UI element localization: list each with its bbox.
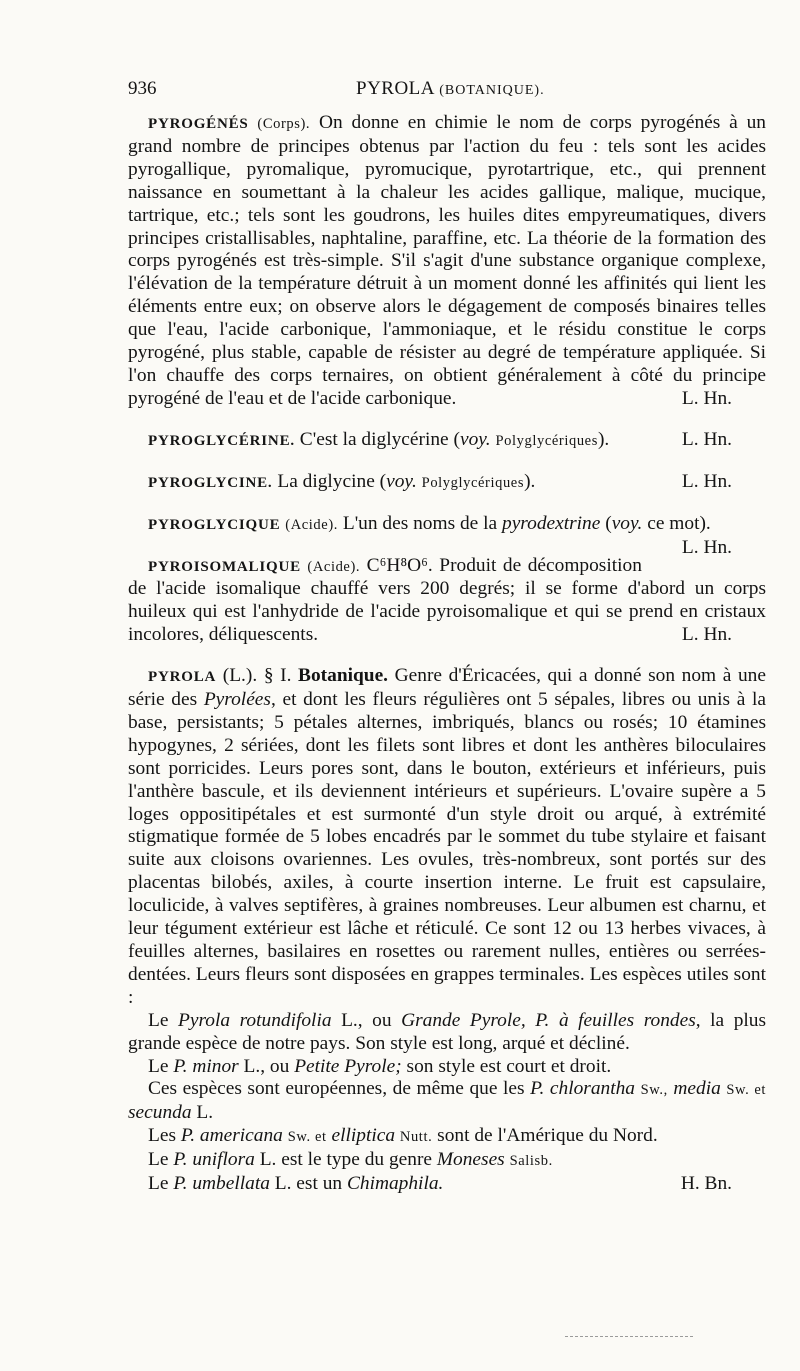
pyrola-description <box>128 665 766 1010</box>
species-name: Pyrola rotundifolia <box>178 1009 332 1031</box>
text: L. <box>196 1102 214 1124</box>
page-number: 936 <box>128 78 157 99</box>
text: Le <box>148 1055 169 1077</box>
entry-body-end: ce mot). <box>647 512 711 534</box>
text: sont de l'Amérique du Nord. <box>437 1125 658 1147</box>
text: Le <box>148 1149 169 1171</box>
species-name: P. chlorantha <box>530 1078 635 1100</box>
entry-body: C'est la diglycérine ( <box>299 428 460 450</box>
author-abbrev: Sw. et <box>287 1129 327 1146</box>
entry-body: Produit de décomposition de l'acide isomalique chauffé vers 200 degrés; il se forme d'abord un corps huileux qui est l'anhydride de l'acide pyroisomalique et qui se prend en cristaux incolores, déliquescents. <box>128 554 766 646</box>
page-header <box>128 78 766 112</box>
entry-pyroisomalique <box>128 555 766 648</box>
entry-body-end: ). <box>524 470 536 492</box>
entry-pyroglycerine <box>128 429 766 453</box>
text: L. est le type du genre <box>259 1149 433 1171</box>
footer-rule <box>565 1336 693 1337</box>
entry-body: L'un des noms de la <box>342 512 498 534</box>
entry-subhead: (Corps). <box>257 116 311 132</box>
text: , la plus grande espèce de notre pays. Son style est long, arqué et décliné. <box>128 1009 767 1054</box>
author-signature: L. Hn. <box>681 624 732 646</box>
entry-term: Pyrolées <box>203 689 271 711</box>
text: Le <box>148 1009 169 1031</box>
entry-body: Genre d'Éricacées, qui a donné son nom à une série des <box>128 665 766 711</box>
running-title <box>356 78 545 100</box>
species-name: media <box>673 1078 721 1100</box>
species-uniflora <box>128 1149 766 1173</box>
text: L., ou <box>243 1055 290 1077</box>
voy-abbrev: voy. <box>611 512 643 534</box>
species-name: P. americana <box>180 1125 283 1147</box>
author-abbrev: Sw., <box>640 1082 668 1099</box>
species-american <box>128 1125 766 1149</box>
species-european <box>128 1078 766 1125</box>
entry-headword: PYROISOMALIQUE <box>148 558 301 575</box>
species-rotundifolia <box>128 1010 766 1056</box>
entry-pyrogenes <box>128 112 766 411</box>
cross-reference: Polyglycériques <box>421 474 525 491</box>
entry-subhead: (Acide). <box>307 558 361 575</box>
running-title-main: PYROLA <box>356 78 434 99</box>
entry-headword: PYROLA <box>148 669 217 686</box>
text: L. est un <box>274 1173 343 1195</box>
dictionary-page <box>128 78 766 1196</box>
entry-headword: PYROGLYCIQUE <box>148 516 281 533</box>
species-umbellata <box>128 1173 766 1196</box>
chemical-formula: C⁶H⁸O⁶. <box>366 554 433 576</box>
genus-name: Chimaphila. <box>346 1173 444 1195</box>
entry-pyrola <box>128 665 766 1196</box>
species-name: P. umbellata <box>173 1173 270 1195</box>
paren-open: ( <box>605 512 612 534</box>
entry-term: pyrodextrine <box>502 512 601 534</box>
voy-abbrev: voy. <box>386 470 417 492</box>
entry-body-end: ). <box>597 428 610 450</box>
text: Ces espèces sont européennes, de même que les <box>148 1078 525 1100</box>
text: son style est court et droit. <box>406 1055 612 1077</box>
text: Les <box>148 1125 176 1147</box>
entry-headword: PYROGÉNÉS <box>148 116 249 132</box>
entry-subhead: (Acide). <box>285 516 338 533</box>
entry-subhead: (L.). <box>222 665 258 687</box>
species-minor <box>128 1056 766 1079</box>
author-signature: L. Hn. <box>681 428 732 450</box>
cross-reference: Polyglycériques <box>495 432 598 449</box>
author-abbrev: Nutt. <box>399 1129 433 1146</box>
species-name: elliptica <box>331 1125 396 1147</box>
entry-pyroglycique <box>128 512 766 558</box>
text: L., ou <box>341 1009 392 1031</box>
species-name: P. uniflora <box>173 1149 255 1171</box>
section-mark: § I. <box>263 665 292 687</box>
common-name: Grande Pyrole, P. à feuilles rondes <box>401 1009 696 1031</box>
entry-pyroglycine <box>128 471 766 495</box>
species-name: secunda <box>128 1102 192 1124</box>
entry-body: On donne en chimie le nom de corps pyrogénés à un grand nombre de principes obtenus par l'action du feu : tels sont les acides pyrogallique, pyromalique, pyromucique, pyrotartrique, etc., qui prennent naissance en soumettant à la chaleur les acides gallique, malique, mucique, tartrique, etc.; tels sont les goudrons, les huiles dites empyreumatiques, divers principes cristallisables, naphtaline, paraffine, etc. La théorie de la formation des corps pyrogénés est très-simple. S'il s'agit d'une substance organique complexe, l'élévation de la température détruit à un moment donné les affinités qui lient les éléments entre eux; on observe alors le dégagement de composés binaires telles que l'eau, l'acide carbonique, l'ammoniaque, et le résidu constitue le corps pyrogéné, plus stable, capable de résister au degré de température appliquée. Si l'on chauffe des corps ternaires, on obtient généralement à côté du principe pyrogéné de l'eau et de l'acide carbonique. <box>128 112 766 409</box>
voy-abbrev: voy. <box>459 428 491 450</box>
entry-headword: PYROGLYCINE. <box>148 474 273 491</box>
author-signature: L. Hn. <box>681 470 732 492</box>
entry-headword: PYROGLYCÉRINE. <box>148 432 295 449</box>
section-title: Botanique. <box>298 665 389 687</box>
species-name: P. minor <box>173 1055 239 1077</box>
author-signature: H. Bn. <box>680 1173 732 1195</box>
entry-body-cont: , et dont les fleurs régulières ont 5 sépales, libres ou unis à la base, persistants; 5 pétales alternes, imbriqués, blancs ou rosés; 10 étamines hypogynes, 2 sériées, dont les filets sont libres et dont les anthères biloculaires sont porricides. Leurs pores sont, dans le bouton, extérieurs et inférieurs, puis l'anthère bascule, et ils deviennent intérieurs et supérieurs. L'ovaire supère a 5 loges oppositipétales et est surmonté d'un style droit ou arqué, à extrémité stigmatique formée de 5 lobes encadrés par le sommet du tube stylaire et faisant suite aux cloisons ovariennes. Les ovules, très-nombreux, sont portés sur des placentas bilobés, axiles, à courte insertion interne. Le fruit est capsulaire, loculicide, à valves septifères, à graines nombreuses. Leur albumen est charnu, et leur tégument extérieur est lâche et réticulé. Ce sont 12 ou 13 herbes vivaces, à feuilles alternes, basilaires en rosettes ou rarement nulles, entières ou serrées-dentées. Leurs fleurs sont disposées en grappes terminales. Les espèces utiles sont : <box>128 689 766 1008</box>
author-abbrev: Salisb. <box>509 1153 553 1170</box>
entry-body: La diglycine ( <box>277 470 387 492</box>
running-title-sub: (BOTANIQUE). <box>439 83 545 98</box>
genus-name: Moneses <box>436 1149 505 1171</box>
text: Le <box>148 1173 169 1195</box>
author-signature: L. Hn. <box>681 387 732 409</box>
author-signature: L. Hn. <box>681 536 732 558</box>
common-name: Petite Pyrole; <box>294 1055 402 1077</box>
author-abbrev: Sw. et <box>726 1082 767 1099</box>
